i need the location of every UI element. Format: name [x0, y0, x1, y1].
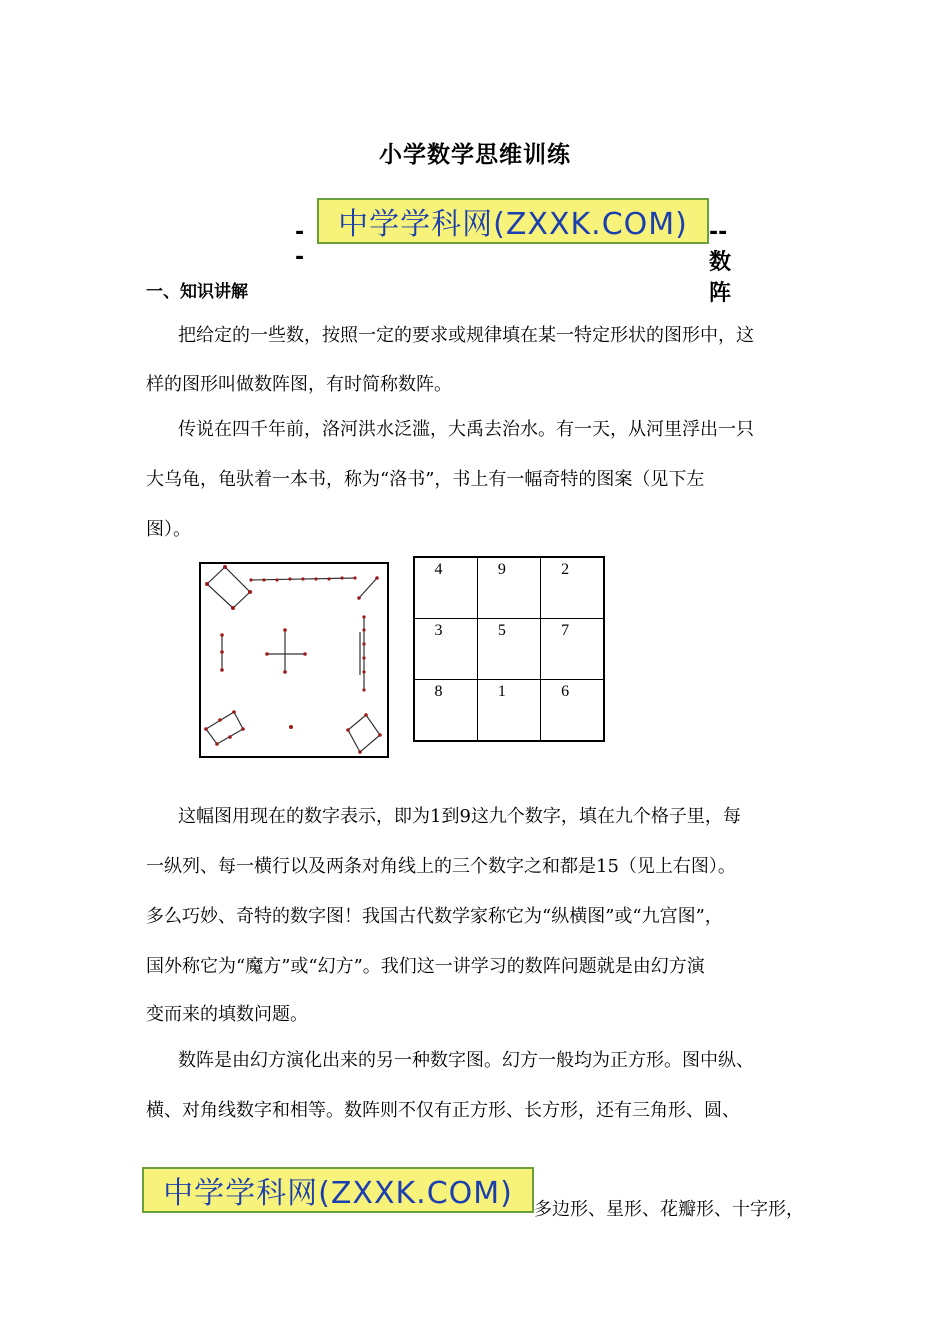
page-title: 小学数学思维训练: [379, 142, 571, 168]
site-logo-banner: 中学学科网(ZXXK.COM): [317, 198, 709, 244]
paragraph-line: 变而来的填数问题。: [146, 1004, 308, 1025]
magic-square-cell: 7: [540, 618, 604, 680]
magic-square-grid: [413, 556, 605, 742]
magic-square-cell: 5: [477, 618, 541, 680]
paragraph-line: 图）。: [146, 519, 191, 540]
paragraph-line: 国外称它为“魔方”或“幻方”。我们这一讲学习的数阵问题就是由幻方演: [146, 956, 705, 977]
paragraph-line: 多么巧妙、奇特的数字图！我国古代数学家称它为“纵横图”或“九宫图”，: [146, 906, 723, 927]
paragraph-line: 这幅图用现在的数字表示，即为1到9这九个数字，填在九个格子里，每: [178, 806, 741, 827]
magic-square-cell: 1: [477, 679, 541, 741]
paragraph-line: 大乌龟，龟驮着一本书，称为“洛书”，书上有一幅奇特的图案（见下左: [146, 469, 705, 490]
magic-square-cell: 9: [477, 557, 541, 619]
paragraph-line: 多边形、星形、花瓣形、十字形，: [534, 1199, 804, 1220]
paragraph-line: 一纵列、每一横行以及两条对角线上的三个数字之和都是15（见上右图）。: [146, 856, 736, 877]
paragraph-line: 数阵是由幻方演化出来的另一种数字图。幻方一般均为正方形。图中纵、: [178, 1050, 754, 1071]
subtitle-dash-left: --: [295, 220, 305, 270]
luoshu-figure: [199, 562, 389, 758]
magic-square-cell: 2: [540, 557, 604, 619]
magic-square-cell: 8: [414, 679, 478, 741]
site-logo-banner-bottom: 中学学科网(ZXXK.COM): [142, 1167, 534, 1213]
magic-square-cell: 6: [540, 679, 604, 741]
paragraph-line: 把给定的一些数，按照一定的要求或规律填在某一特定形状的图形中，这: [178, 325, 754, 346]
paragraph-line: 横、对角线数字和相等。数阵则不仅有正方形、长方形，还有三角形、圆、: [146, 1100, 740, 1121]
paragraph-line: 样的图形叫做数阵图，有时简称数阵。: [146, 374, 452, 395]
paragraph-line: 传说在四千年前，洛河洪水泛滥，大禹去治水。有一天，从河里浮出一只: [178, 419, 754, 440]
subtitle-dash-right: --数阵: [709, 220, 732, 306]
magic-square-cell: 4: [414, 557, 478, 619]
magic-square-cell: 3: [414, 618, 478, 680]
section-heading: 一、知识讲解: [146, 282, 248, 302]
